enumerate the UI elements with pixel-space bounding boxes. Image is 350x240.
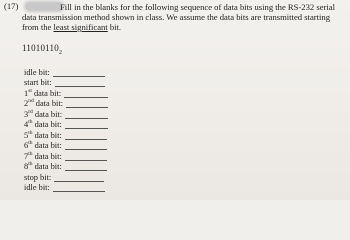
row-label: 2nd data bit:: [24, 98, 63, 108]
question-line-2: data transmission method shown in class. We assume the data bits are transmitted starting: [22, 12, 330, 22]
answer-blank-data-3[interactable]: [65, 111, 108, 119]
row-stop-bit: [24, 171, 108, 182]
answer-blank-data-4[interactable]: [65, 121, 108, 129]
answer-blank-stop[interactable]: [54, 174, 104, 182]
question-line-1: Fill in the blanks for the following sequence of data bits using the RS-232 serial: [60, 2, 335, 12]
binary-value: 11010110: [22, 43, 59, 53]
row-data-bit-4: [24, 119, 108, 130]
question-line-3-pre: from the: [22, 22, 54, 32]
redacted-mark: [24, 1, 64, 12]
row-data-bit-2: [24, 98, 108, 109]
answer-blank-idle-2[interactable]: [53, 184, 105, 192]
row-label: 3rd data bit:: [24, 108, 63, 119]
row-data-bit-7: [24, 150, 108, 161]
answer-blank-data-2[interactable]: [66, 100, 108, 108]
row-label: idle bit:: [24, 183, 50, 192]
answer-blank-data-5[interactable]: [65, 132, 107, 140]
row-start-bit: [24, 77, 108, 88]
row-idle-bit-start: [24, 66, 108, 77]
row-label: idle bit:: [24, 67, 50, 77]
row-label: 7th data bit:: [24, 150, 62, 161]
answer-blank-data-1[interactable]: [64, 90, 108, 98]
row-label: 4th data bit:: [24, 119, 62, 129]
row-label: stop bit:: [24, 172, 52, 182]
row-label: 5th data bit:: [24, 129, 62, 140]
answer-blank-data-8[interactable]: [65, 163, 107, 171]
row-data-bit-8: [24, 161, 108, 172]
binary-sequence: [22, 43, 62, 56]
least-significant-underlined: least significant: [53, 22, 108, 32]
answer-blank-data-7[interactable]: [65, 153, 107, 161]
row-label: 1st data bit:: [24, 87, 62, 98]
row-idle-bit-end: [24, 182, 108, 193]
answer-blank-start[interactable]: [55, 79, 105, 87]
bit-answer-list: [24, 66, 108, 192]
row-label: 8th data bit:: [24, 161, 62, 171]
binary-base: 2: [58, 49, 63, 56]
question-line-3: [22, 22, 121, 32]
row-data-bit-5: [24, 129, 108, 140]
question-number: (17): [4, 1, 19, 11]
row-data-bit-6: [24, 140, 108, 151]
answer-blank-data-6[interactable]: [65, 142, 107, 150]
answer-blank-idle-1[interactable]: [53, 69, 105, 77]
row-label: start bit:: [24, 78, 52, 87]
row-label: 6th data bit:: [24, 140, 62, 150]
row-data-bit-3: [24, 108, 108, 119]
row-data-bit-1: [24, 87, 108, 98]
question-line-3-post: bit.: [107, 22, 122, 32]
